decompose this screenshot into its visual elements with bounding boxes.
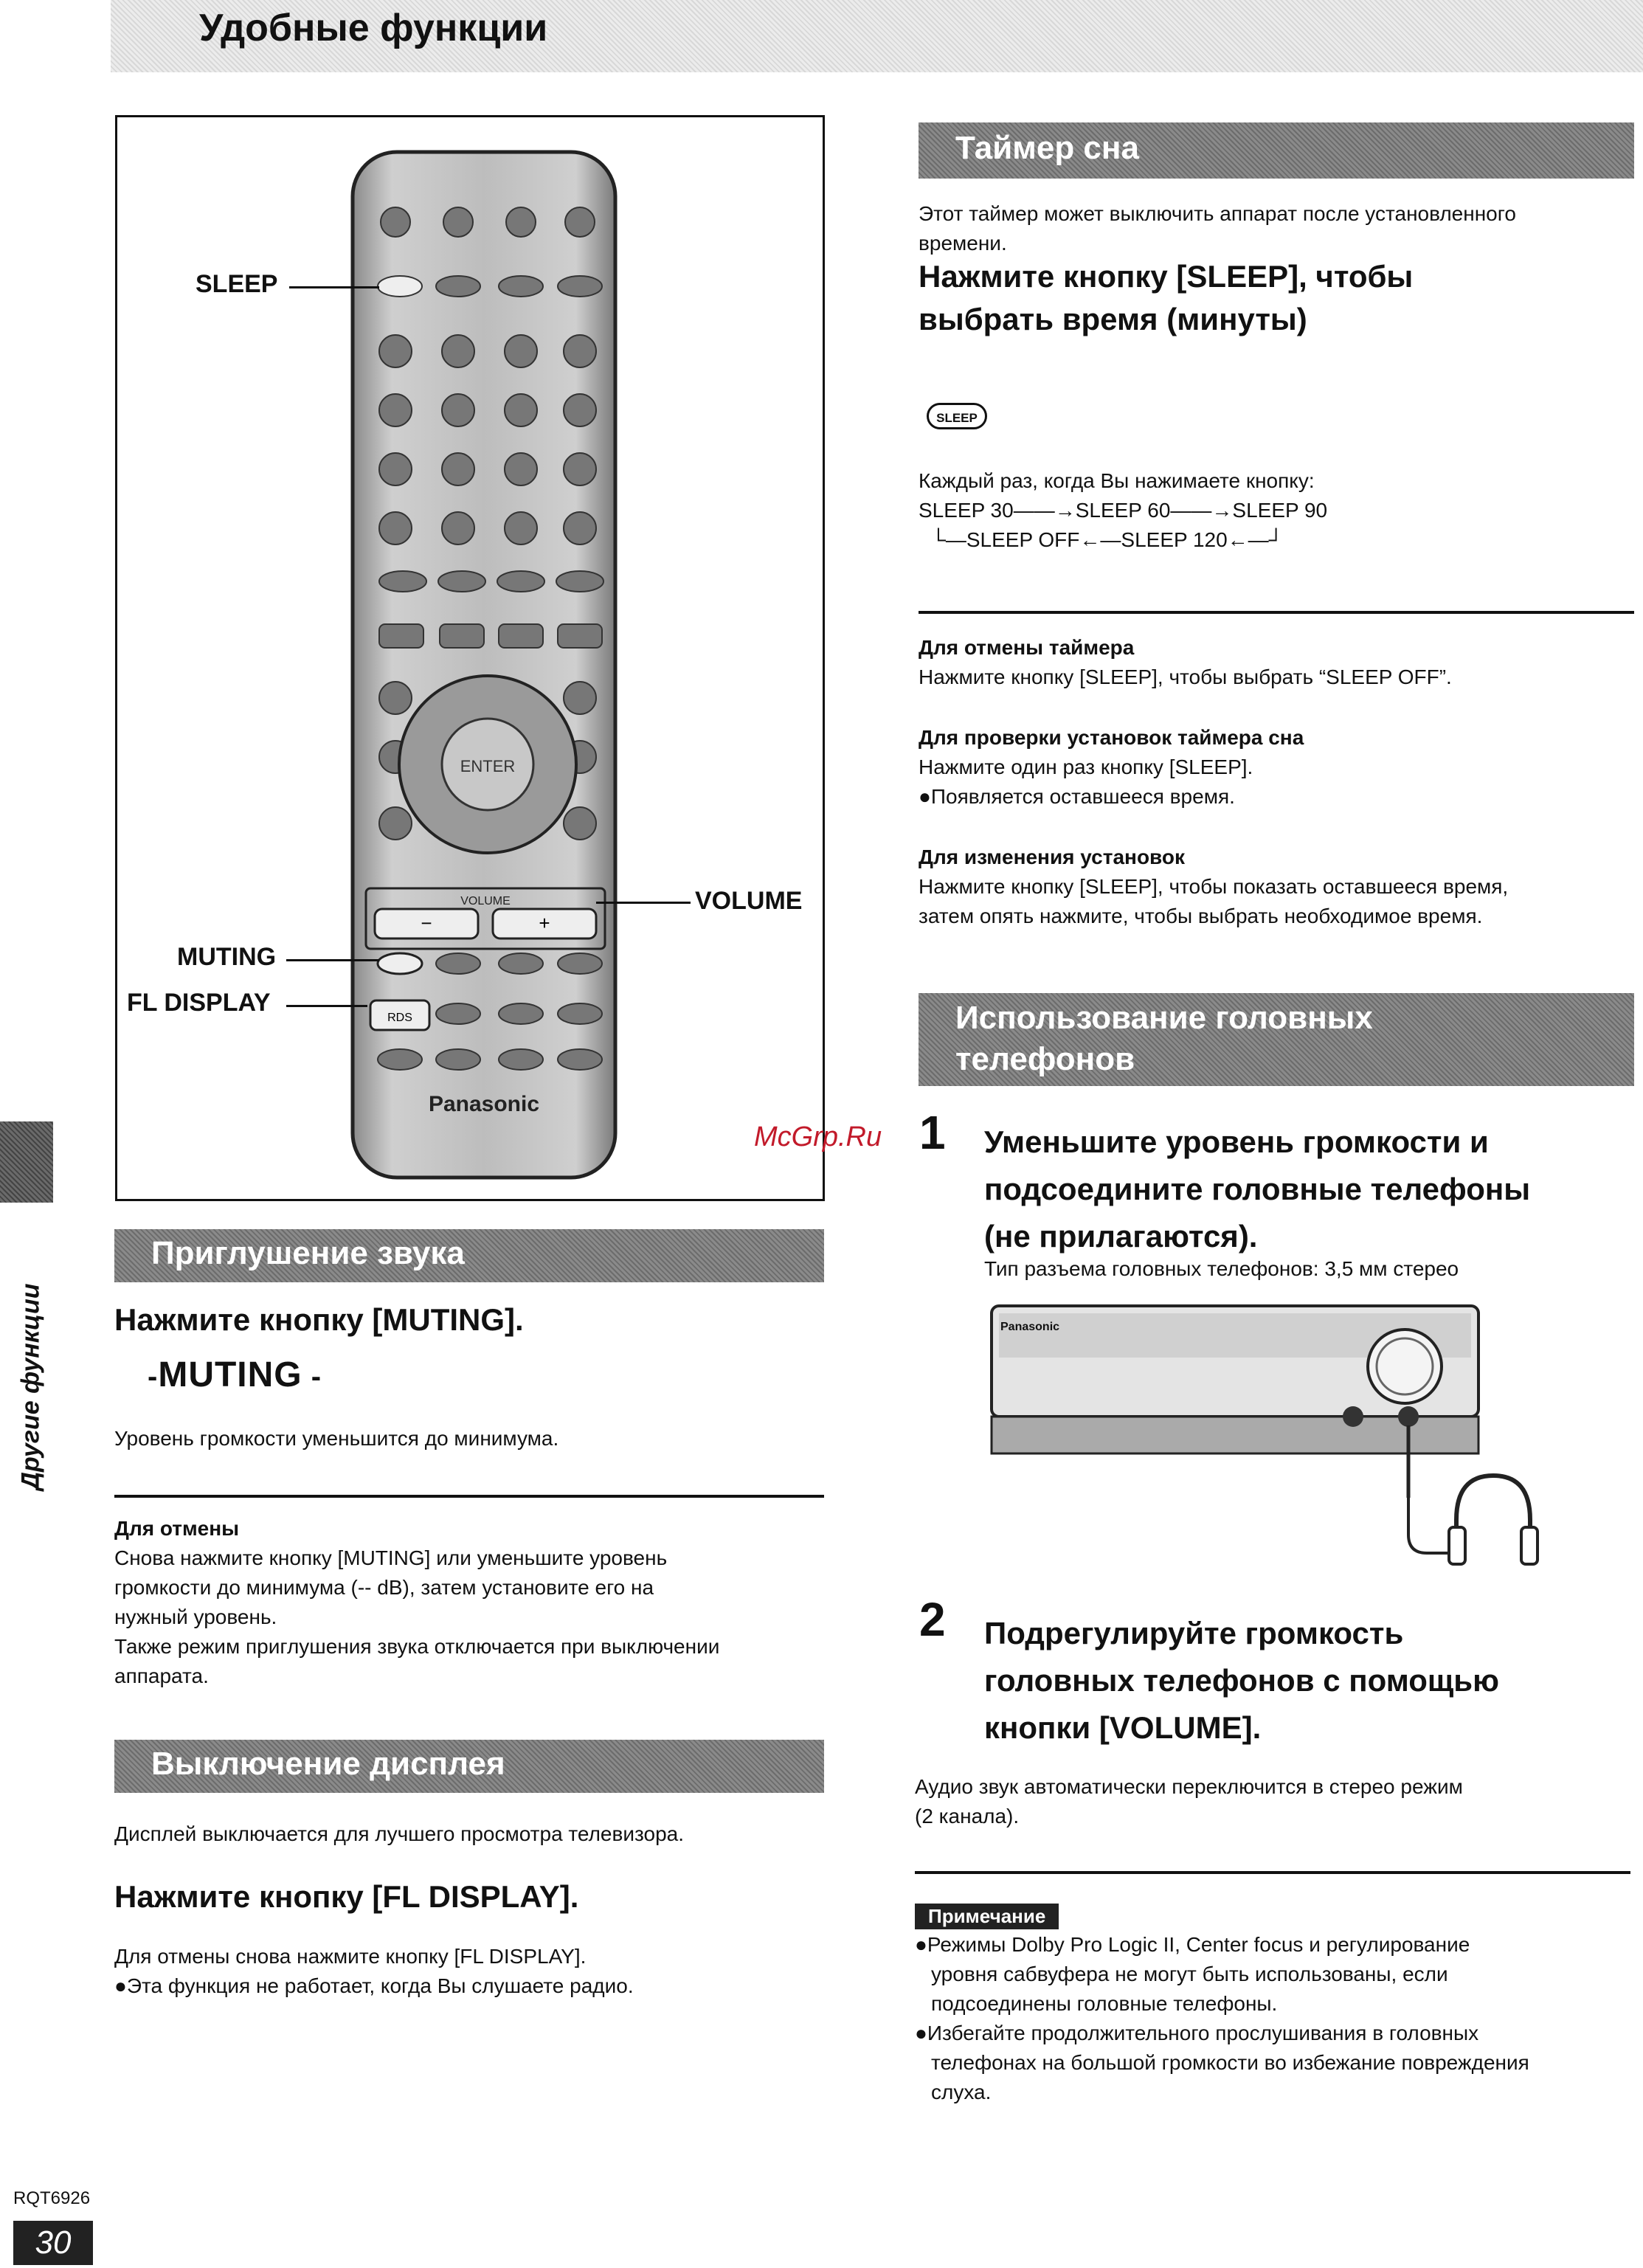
sleep-sub3-text [919, 872, 1508, 931]
text-line: Нажмите кнопку [SLEEP], чтобы показать оставшееся время, [919, 875, 1509, 898]
sidebar-tab [0, 1121, 53, 1203]
text-line: нужный уровень. [114, 1605, 277, 1628]
text-line: (2 канала). [915, 1805, 1020, 1828]
leader-volume [596, 902, 691, 904]
sleep-sub3-title: Для изменения установок [919, 846, 1186, 868]
arrow-return-icon: └— [931, 528, 966, 551]
section-bar-headphones [919, 993, 1634, 1086]
arrow-left-icon: ←— [1079, 528, 1121, 551]
sleep-desc [919, 199, 1516, 258]
sleep-each-press: Каждый раз, когда Вы нажимаете кнопку: [919, 469, 1315, 492]
text-line: ●Эта функция не работает, когда Вы слушаете радио. [114, 1974, 634, 1997]
text-line: Этот таймер может выключить аппарат после установленного [919, 202, 1516, 225]
auto-stereo-text [915, 1772, 1463, 1831]
note-line: уровня сабвуфера не могут быть использованы, если [931, 1963, 1448, 1985]
muting-result: Уровень громкости уменьшится до минимума. [114, 1427, 559, 1450]
callout-sleep: SLEEP [196, 270, 278, 298]
section-title-headphones: Использование головных [955, 1000, 1373, 1036]
divider [919, 611, 1634, 614]
section-title-headphones: телефонов [955, 1041, 1135, 1077]
text-line: Для отмены снова нажмите кнопку [FL DISPLAY]. [114, 1945, 587, 1968]
text-line: выбрать время (минуты) [919, 302, 1307, 336]
divider [915, 1871, 1630, 1874]
muting-cancel-text [114, 1543, 719, 1691]
receiver-brand: Panasonic [1000, 1321, 1060, 1333]
receiver-headphones-illustration [984, 1299, 1560, 1579]
sleep-30: SLEEP 30 [919, 499, 1014, 522]
text-line: громкости до минимума (-- dB), затем установите его на [114, 1576, 654, 1599]
svg-text:+: + [539, 912, 550, 934]
sleep-sub1-title: Для отмены таймера [919, 636, 1135, 659]
note-line: слуха. [931, 2081, 992, 2103]
page-number: 30 [13, 2221, 93, 2265]
divider [114, 1495, 824, 1498]
note-label: Примечание [915, 1904, 1059, 1929]
muting-cancel-title: Для отмены [114, 1517, 240, 1540]
text-line: ●Появляется оставшееся время. [919, 785, 1235, 808]
text-line: времени. [919, 232, 1007, 255]
svg-text:−: − [421, 912, 432, 934]
leader-sleep [289, 286, 379, 288]
text-line: подсоедините головные телефоны [984, 1172, 1531, 1206]
sleep-cycle-row2 [931, 525, 1284, 555]
svg-text:ENTER: ENTER [460, 757, 516, 775]
muting-display: -MUTING - [148, 1355, 322, 1394]
sleep-sub1-text: Нажмите кнопку [SLEEP], чтобы выбрать “SLEEP OFF”. [919, 665, 1452, 688]
text-line: аппарата. [114, 1664, 209, 1687]
display-desc: Дисплей выключается для лучшего просмотра телевизора. [114, 1822, 685, 1845]
svg-text:RDS: RDS [387, 1012, 412, 1024]
text-line: Также режим приглушения звука отключается при выключении [114, 1635, 720, 1658]
muting-instruction: Нажмите кнопку [MUTING]. [114, 1302, 524, 1337]
section-bar-sleep [919, 122, 1634, 179]
step-1-number: 1 [919, 1106, 946, 1159]
section-title-display: Выключение дисплея [151, 1746, 505, 1782]
arrow-left-icon: ←—┘ [1227, 528, 1284, 551]
note-line: ●Режимы Dolby Pro Logic II, Center focus и регулирование [915, 1933, 1470, 1956]
callout-volume: VOLUME [695, 887, 803, 915]
sleep-120: SLEEP 120 [1121, 528, 1228, 551]
sleep-off: SLEEP OFF [966, 528, 1080, 551]
sleep-cycle-row1 [919, 496, 1327, 525]
callout-fl-display: FL DISPLAY [127, 989, 271, 1017]
text-line: Снова нажмите кнопку [MUTING] или уменьшите уровень [114, 1546, 668, 1569]
step-1-text [984, 1119, 1530, 1260]
section-bar-display [114, 1740, 824, 1793]
arrow-right-icon: ——→ [1013, 499, 1076, 522]
note-line: ●Избегайте продолжительного прослушивания в головных [915, 2022, 1479, 2044]
sleep-instruction [919, 255, 1413, 341]
leader-muting [286, 959, 379, 961]
section-title-sleep: Таймер сна [955, 130, 1139, 166]
arrow-right-icon: ——→ [1170, 499, 1233, 522]
sidebar-label: Другие функции [16, 1283, 45, 1490]
svg-text:Panasonic: Panasonic [428, 1092, 540, 1116]
step-2-number: 2 [919, 1593, 946, 1646]
sleep-60: SLEEP 60 [1075, 499, 1171, 522]
text-line: затем опять нажмите, чтобы выбрать необходимое время. [919, 905, 1483, 927]
text-line: Нажмите кнопку [SLEEP], чтобы [919, 259, 1414, 294]
text-line: кнопки [VOLUME]. [984, 1710, 1262, 1745]
text-line: Уменьшите уровень громкости и [984, 1124, 1489, 1159]
sleep-sub2-text [919, 753, 1253, 812]
text-line: Аудио звук автоматически переключится в стерео режим [915, 1775, 1463, 1798]
text-line: головных телефонов с помощью [984, 1663, 1499, 1698]
leader-fl-display [286, 1005, 367, 1007]
callout-muting: MUTING [177, 943, 277, 971]
note-line: подсоединены головные телефоны. [931, 1992, 1278, 2015]
display-instruction: Нажмите кнопку [FL DISPLAY]. [114, 1879, 579, 1914]
sleep-button-icon: SLEEP [927, 403, 987, 429]
sleep-sub2-title: Для проверки установок таймера сна [919, 726, 1304, 749]
jack-type: Тип разъема головных телефонов: 3,5 мм стерео [984, 1257, 1459, 1280]
text-line: (не прилагаются). [984, 1219, 1258, 1254]
text-line: Нажмите один раз кнопку [SLEEP]. [919, 756, 1253, 778]
step-2-text [984, 1610, 1499, 1752]
section-title-muting: Приглушение звука [151, 1235, 465, 1271]
watermark: McGrp.Ru [754, 1121, 882, 1152]
section-bar-muting [114, 1229, 824, 1282]
text-line: Подрегулируйте громкость [984, 1616, 1404, 1650]
page-title: Удобные функции [199, 7, 548, 49]
note-line: телефонах на большой громкости во избежание повреждения [931, 2051, 1529, 2074]
display-notes [114, 1942, 634, 2001]
doc-code: RQT6926 [13, 2188, 91, 2208]
notes-list [915, 1930, 1529, 2107]
muting-display-text: MUTING [158, 1355, 302, 1394]
sleep-90: SLEEP 90 [1232, 499, 1328, 522]
svg-text:VOLUME: VOLUME [460, 895, 511, 907]
